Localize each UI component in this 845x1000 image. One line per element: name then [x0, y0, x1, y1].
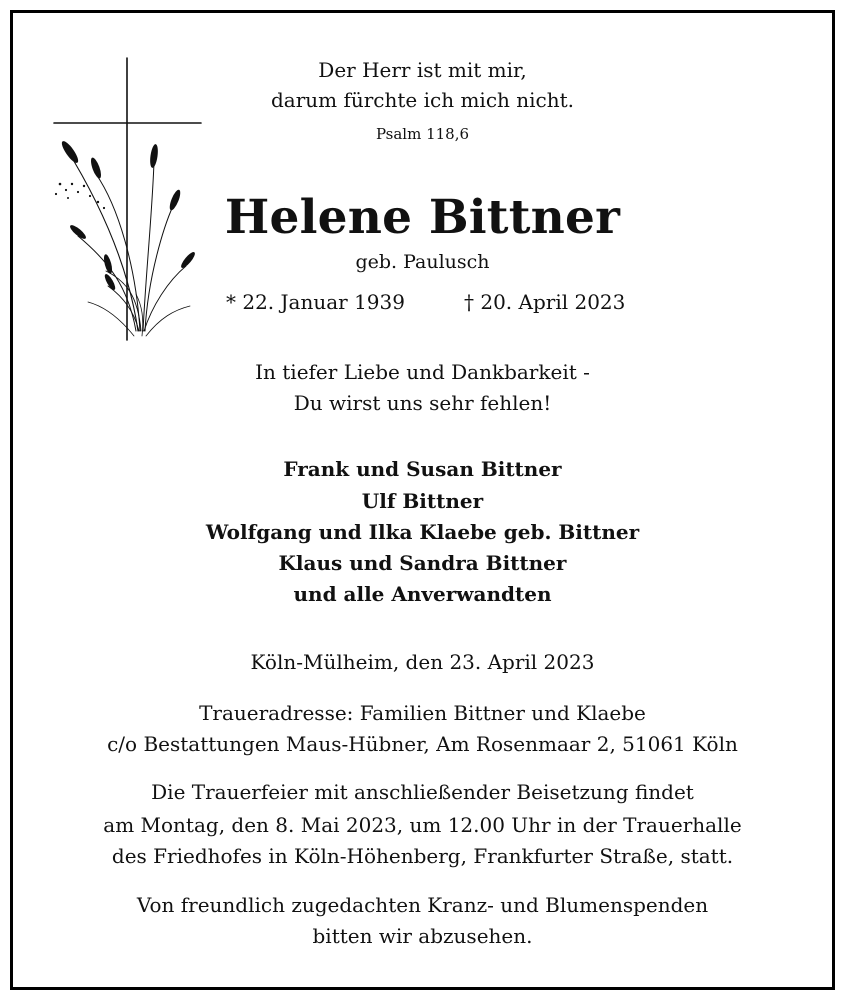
- address-line-1: Traueradresse: Familien Bittner und Klaebe: [199, 701, 646, 725]
- ceremony-line-2: am Montag, den 8. Mai 2023, um 12.00 Uhr in der Trauerhalle: [103, 813, 742, 837]
- maiden-name: geb. Paulusch: [355, 251, 490, 273]
- verse-reference: Psalm 118,6: [375, 125, 470, 143]
- ceremony-line-1: Die Trauerfeier mit anschließender Beisetzung findet: [151, 780, 694, 804]
- mourner-line: Frank und Susan Bittner: [283, 457, 562, 481]
- place-and-date: Köln-Mülheim, den 23. April 2023: [250, 650, 595, 674]
- birth-date: * 22. Januar 1939: [226, 290, 405, 314]
- mourner-line: Klaus und Sandra Bittner: [278, 551, 567, 575]
- flowers-line-1: Von freundlich zugedachten Kranz- und Blumenspenden: [136, 893, 709, 917]
- deceased-name: Helene Bittner: [224, 190, 621, 245]
- flowers-line-2: bitten wir abzusehen.: [312, 924, 533, 948]
- mourner-line: und alle Anverwandten: [293, 582, 552, 606]
- dedication-line-2: Du wirst uns sehr fehlen!: [293, 391, 552, 415]
- ceremony-line-3: des Friedhofes in Köln-Höhenberg, Frankfurter Straße, statt.: [111, 844, 734, 868]
- dedication-line-1: In tiefer Liebe und Dankbarkeit -: [255, 360, 590, 384]
- mourner-line: Wolfgang und Ilka Klaebe geb. Bittner: [205, 520, 640, 544]
- verse-line-2: darum fürchte ich mich nicht.: [270, 88, 575, 112]
- verse-line-1: Der Herr ist mit mir,: [318, 58, 527, 82]
- mourner-line: Ulf Bittner: [361, 489, 484, 513]
- address-line-2: c/o Bestattungen Maus-Hübner, Am Rosenmaar 2, 51061 Köln: [107, 732, 738, 756]
- death-date: † 20. April 2023: [464, 290, 626, 314]
